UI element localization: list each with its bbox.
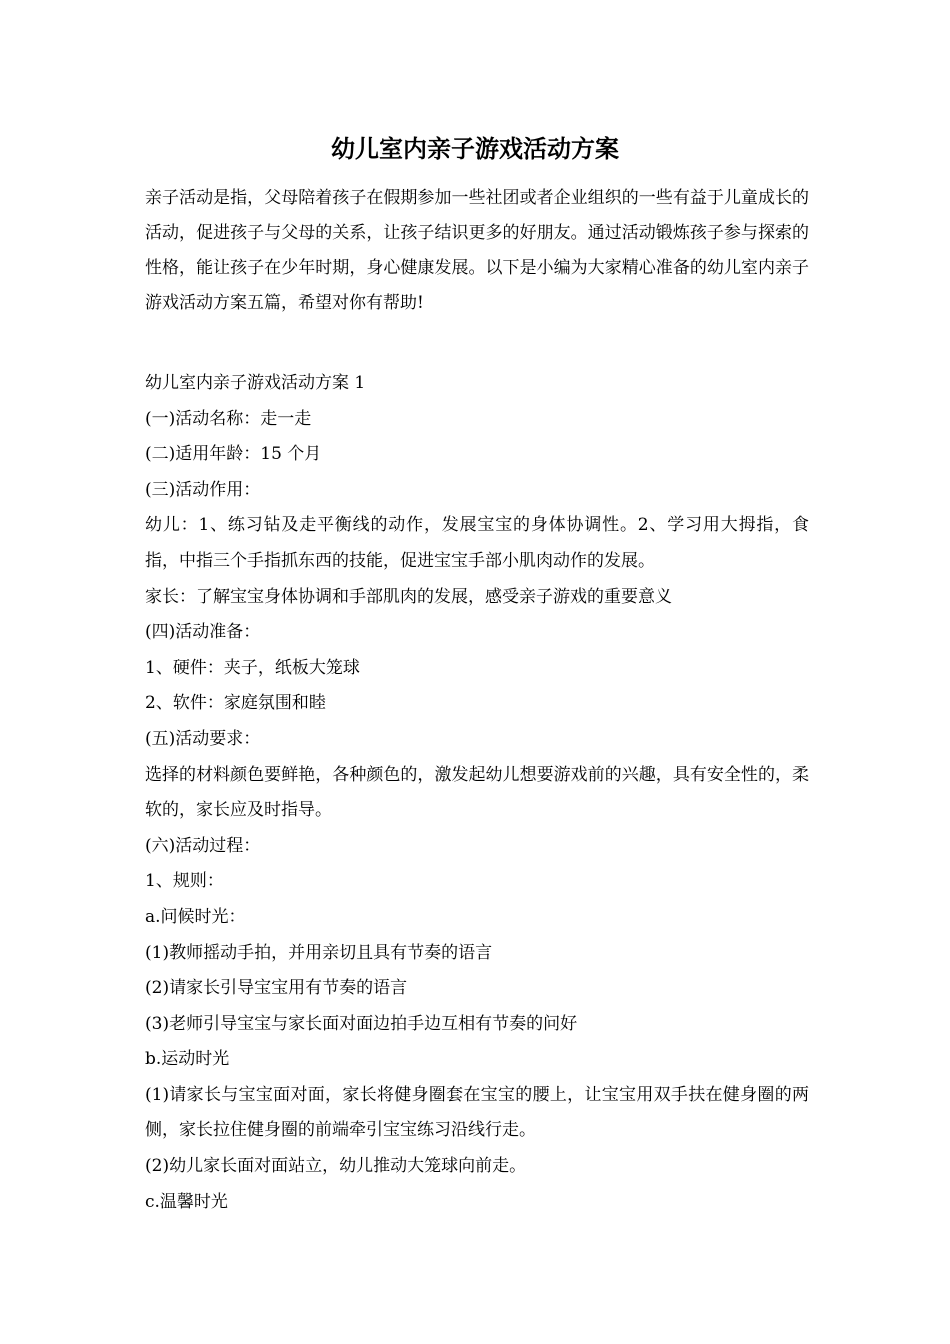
body-line: 1、规则：: [145, 871, 224, 892]
body-line: 2、软件：家庭氛围和睦: [145, 693, 326, 714]
body-paragraph: 幼儿：1、练习钻及走平衡线的动作，发展宝宝的身体协调性。2、学习用大拇指，食指，中指三个手指抓东西的技能，促进宝宝手部小肌肉动作的发展。: [145, 515, 809, 571]
body-line: a.问候时光：: [145, 906, 246, 927]
body-line: (1)教师摇动手拍，并用亲切且具有节奏的语言: [145, 942, 493, 963]
body-line: (二)适用年龄：15 个月: [145, 444, 322, 465]
document-title: 幼儿室内亲子游戏活动方案: [331, 134, 619, 163]
body-line: 1、硬件：夹子，纸板大笼球: [145, 657, 360, 678]
section-heading: 幼儿室内亲子游戏活动方案 1: [145, 373, 366, 393]
body-line: 家长：了解宝宝身体协调和手部肌肉的发展，感受亲子游戏的重要意义: [145, 586, 672, 607]
body-line: c.温馨时光: [145, 1191, 228, 1212]
body-line: (四)活动准备：: [145, 622, 261, 643]
body-line: (六)活动过程：: [145, 835, 261, 856]
body-line: (一)活动名称：走一走: [145, 408, 312, 429]
body-paragraph: (1)请家长与宝宝面对面，家长将健身圈套在宝宝的腰上，让宝宝用双手扶在健身圈的两侧，家长拉住健身圈的前端牵引宝宝练习沿线行走。: [145, 1084, 809, 1141]
body-paragraph: 选择的材料颜色要鲜艳，各种颜色的，激发起幼儿想要游戏前的兴趣，具有安全性的，柔软的，家长应及时指导。: [145, 764, 809, 821]
body-line: (2)幼儿家长面对面站立，幼儿推动大笼球向前走。: [145, 1156, 527, 1177]
document-body: [145, 366, 809, 1220]
body-line: (2)请家长引导宝宝用有节奏的语言: [145, 978, 408, 999]
body-line: b.运动时光: [145, 1049, 230, 1070]
body-line: (3)老师引导宝宝与家长面对面边拍手边互相有节奏的问好: [145, 1013, 578, 1034]
intro-paragraph: 亲子活动是指，父母陪着孩子在假期参加一些社团或者企业组织的一些有益于儿童成长的活动，促进孩子与父母的关系，让孩子结识更多的好朋友。通过活动锻炼孩子参与探索的性格，能让孩子在少年时期，身心健康发展。以下是小编为大家精心准备的幼儿室内亲子游戏活动方案五篇，希望对你有帮助!: [145, 188, 809, 313]
body-line: (五)活动要求：: [145, 728, 261, 749]
body-line: (三)活动作用：: [145, 479, 261, 500]
